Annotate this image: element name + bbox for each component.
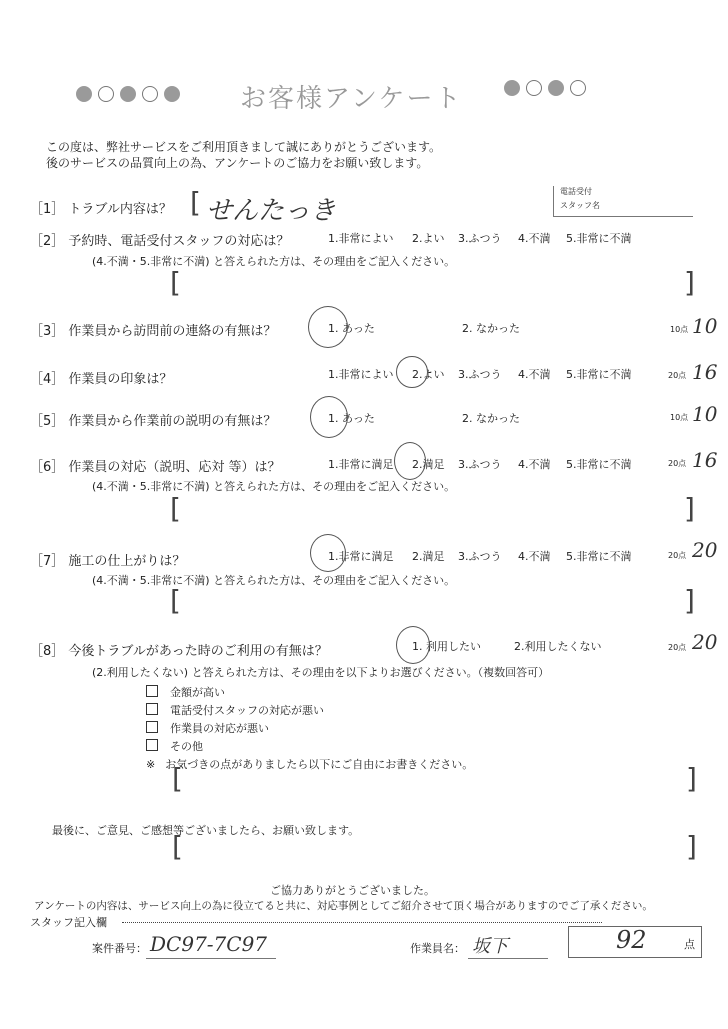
q3-points: 10点 [670,325,689,334]
closing-text: 最後に、ご意見、ご感想等ございましたら、お願い致します。 [52,824,360,837]
q7-option-2: 2.満足 [412,550,445,563]
q3-option-1: 1. あった [328,322,375,335]
q6-option-2: 2.満足 [412,458,445,471]
filled-circle-icon [548,80,564,96]
q6-option-1: 1.非常に満足 [328,458,394,471]
q2-option-1: 1.非常によい [328,232,394,245]
q8-note: (2.利用したくない) と答えられた方は、その理由を以下よりお選びください。（複数回答可） [92,666,550,679]
q2-reason-close-bracket: ] [684,266,695,299]
staff-section-label: スタッフ記入欄 [30,916,107,929]
case-number-underline [146,958,276,959]
q8-reason-2: 電話受付スタッフの対応が悪い [146,702,324,718]
q6-reason-open-bracket: [ [170,492,181,525]
q7-option-3: 3.ふつう [458,550,502,563]
filled-circle-icon [504,80,520,96]
staff-box-line2: スタッフ名 [560,201,600,210]
q5-option-2: 2. なかった [462,412,520,425]
q7-option-4: 4.不満 [518,550,551,563]
q7-reason-close-bracket: ] [684,584,695,617]
q7-option-1: 1.非常に満足 [328,550,394,563]
q6-option-4: 4.不満 [518,458,551,471]
q6-label: ［6］ 作業員の対応（説明、応対 等）は？ [30,460,281,475]
q5-answer-circle [310,396,348,438]
staff-box-line1: 電話受付 [560,187,592,196]
q4-option-3: 3.ふつう [458,368,502,381]
q6-answer-circle [394,442,426,480]
q3-option-2: 2. なかった [462,322,520,335]
q6-option-3: 3.ふつう [458,458,502,471]
circle-icon [98,86,114,102]
q8-score: 20 [692,630,718,654]
q8-free-note: ※ お気づきの点がありましたら以下にご自由にお書きください。 [146,758,474,771]
q8-answer-circle [396,626,430,664]
checkbox-icon [146,685,158,697]
q2-label: ［2］ 予約時、電話受付スタッフの対応は？ [30,234,290,249]
staff-box-underline [553,216,693,217]
total-score-unit: 点 [684,938,695,951]
q2-option-3: 3.ふつう [458,232,502,245]
q1-open-bracket: [ [190,186,201,219]
q8-label: ［8］ 今後トラブルがあった時のご利用の有無は？ [30,644,328,659]
page-title: お客様アンケート [240,84,463,114]
q4-label: ［4］ 作業員の印象は？ [30,372,173,387]
checkbox-icon [146,721,158,733]
q5-score: 10 [692,402,718,426]
q5-label: ［5］ 作業員から作業前の説明の有無は？ [30,414,277,429]
q7-reason-open-bracket: [ [170,584,181,617]
case-number-value: DC97-7C97 [150,932,268,956]
q7-answer-circle [310,534,346,572]
thanks-text: ご協力ありがとうございました。 [270,884,435,897]
q8-reason-4: その他 [146,738,203,754]
q6-option-5: 5.非常に不満 [566,458,632,471]
q2-option-4: 4.不満 [518,232,551,245]
q8-option-1: 1. 利用したい [412,640,481,653]
q5-option-1: 1. あった [328,412,375,425]
q4-option-4: 4.不満 [518,368,551,381]
q4-score: 16 [692,360,718,384]
filled-circle-icon [76,86,92,102]
q8-free-open-bracket: [ [172,762,183,795]
q4-option-2: 2.よい [412,368,445,381]
q6-score: 16 [692,448,718,472]
checkbox-icon [146,703,158,715]
filled-circle-icon [164,86,180,102]
q5-points: 10点 [670,413,689,422]
header-dots-left [76,86,180,102]
q8-points: 20点 [668,643,687,652]
q7-score: 20 [692,538,718,562]
staff-box-left-edge [553,186,554,216]
total-score-value: 92 [616,926,647,954]
q8-free-close-bracket: ] [686,762,697,795]
q7-points: 20点 [668,551,687,560]
circle-icon [570,80,586,96]
intro-line-1: この度は、弊社サービスをご利用頂きまして誠にありがとうございます。 [46,140,442,154]
intro-line-2: 後のサービスの品質向上の為、アンケートのご協力をお願い致します。 [46,156,429,170]
q8-reason-3: 作業員の対応が悪い [146,720,269,736]
q6-reason-close-bracket: ] [684,492,695,525]
q6-points: 20点 [668,459,687,468]
header-dots-right [504,80,586,96]
q4-points: 20点 [668,371,687,380]
q8-option-2: 2.利用したくない [514,640,602,653]
worker-name-underline [468,958,548,959]
closing-open-bracket: [ [172,830,183,863]
circle-icon [142,86,158,102]
q4-option-5: 5.非常に不満 [566,368,632,381]
disclaimer-text: アンケートの内容は、サービス向上の為に役立てると共に、対応事例としてご紹介させて頂く場合がありますのでご了承ください。 [34,900,653,912]
q2-note: (4.不満・5.非常に不満) と答えられた方は、その理由をご記入ください。 [92,255,456,268]
q1-label: ［1］ トラブル内容は？ [30,202,172,217]
q2-reason-open-bracket: [ [170,266,181,299]
q4-option-1: 1.非常によい [328,368,394,381]
q7-label: ［7］ 施工の仕上がりは？ [30,554,186,569]
case-number-label: 案件番号： [92,942,147,955]
q7-option-5: 5.非常に不満 [566,550,632,563]
q6-note: (4.不満・5.非常に不満) と答えられた方は、その理由をご記入ください。 [92,480,456,493]
q7-note: (4.不満・5.非常に不満) と答えられた方は、その理由をご記入ください。 [92,574,456,587]
q2-option-5: 5.非常に不満 [566,232,632,245]
q4-answer-circle [396,356,428,388]
filled-circle-icon [120,86,136,102]
closing-close-bracket: ] [686,830,697,863]
q3-label: ［3］ 作業員から訪問前の連絡の有無は？ [30,324,277,339]
q3-answer-circle [308,306,348,348]
q3-score: 10 [692,314,718,338]
q8-reason-1: 金額が高い [146,684,225,700]
q1-answer: せんたっき [206,196,337,226]
staff-section-dotted-line [122,922,602,923]
reference-mark-icon: ※ [146,758,156,771]
worker-name-label: 作業員名： [410,942,465,955]
circle-icon [526,80,542,96]
checkbox-icon [146,739,158,751]
q2-option-2: 2.よい [412,232,445,245]
worker-name-value: 坂下 [472,936,508,957]
